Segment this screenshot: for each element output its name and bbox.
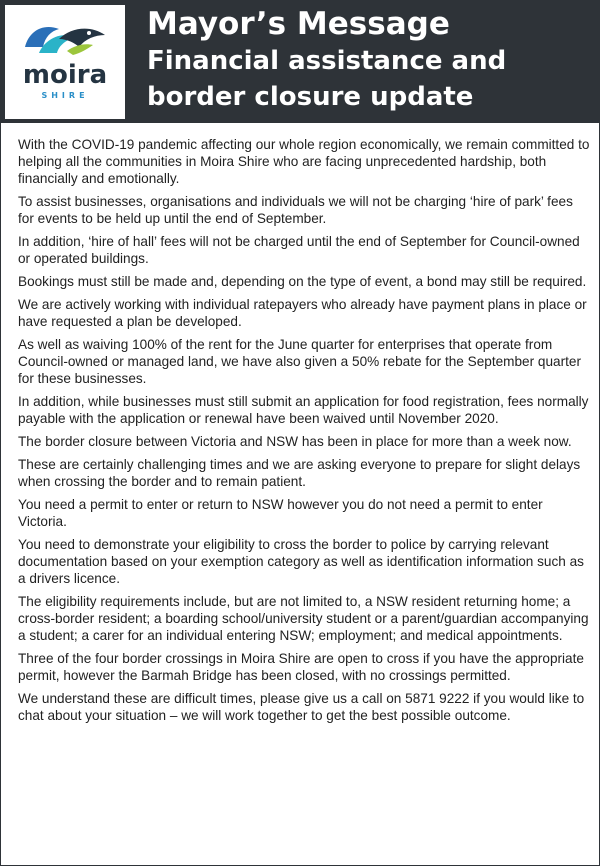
logo-subtext: SHIRE	[41, 91, 89, 100]
paragraph: We understand these are difficult times, please give us a call on 5871 9222 if you would like to chat about your situation – we will work together to get the best possible outcome.	[18, 691, 585, 723]
logo-wordmark: moira	[22, 60, 108, 90]
paragraph: The border closure between Victoria and NSW has been in place for more than a week now.	[18, 434, 572, 449]
paragraph: The eligibility requirements include, but are not limited to, a NSW resident returning home; a cross-border resident; a boarding school/university student or a parent/guardian accompanying a student; a carer for an individual entering NSW; employment; and medical appointments.	[18, 594, 589, 643]
title-line-1: Mayor’s Message	[147, 6, 450, 42]
paragraph: With the COVID-19 pandemic affecting our whole region economically, we remain committed to helping all the communities in Moira Shire who are facing unprecedented hardship, both financially and emotionally.	[18, 137, 590, 186]
page-title	[147, 5, 597, 115]
paragraph: These are certainly challenging times and we are asking everyone to prepare for slight delays when crossing the border and to remain patient.	[18, 457, 581, 489]
moira-shire-logo	[5, 5, 125, 119]
paragraph: To assist businesses, organisations and individuals we will not be charging ‘hire of park’ fees for events to be held up until the end of September.	[18, 194, 573, 226]
paragraph: You need to demonstrate your eligibility to cross the border to police by carrying relevant documentation based on your exemption category as well as identification information such as a drivers licence.	[18, 537, 584, 586]
paragraph: We are actively working with individual ratepayers who already have payment plans in place or have requested a plan be developed.	[18, 297, 587, 329]
paragraph: You need a permit to enter or return to NSW however you do not need a permit to enter Victoria.	[18, 497, 543, 529]
title-line-3: border closure update	[147, 82, 474, 112]
paragraph: In addition, ‘hire of hall’ fees will not be charged until the end of September for Council-owned or operated buildings.	[18, 234, 580, 266]
paragraph: As well as waiving 100% of the rent for the June quarter for enterprises that operate from Council-owned or managed land, we have also given a 50% rebate for the September quarter for these businesses.	[18, 337, 581, 386]
paragraph: In addition, while businesses must still submit an application for food registration, fees normally payable with the application or renewal have been waived until November 2020.	[18, 394, 589, 426]
title-line-2: Financial assistance and	[147, 46, 507, 76]
paragraph: Three of the four border crossings in Moira Shire are open to cross if you have the appropriate permit, however the Barmah Bridge has been closed, with no crossings permitted.	[18, 651, 584, 683]
paragraph: Bookings must still be made and, depending on the type of event, a bond may still be required.	[18, 274, 587, 289]
message-body	[18, 136, 590, 730]
moira-logo-icon	[19, 17, 111, 61]
header-banner	[1, 1, 599, 123]
